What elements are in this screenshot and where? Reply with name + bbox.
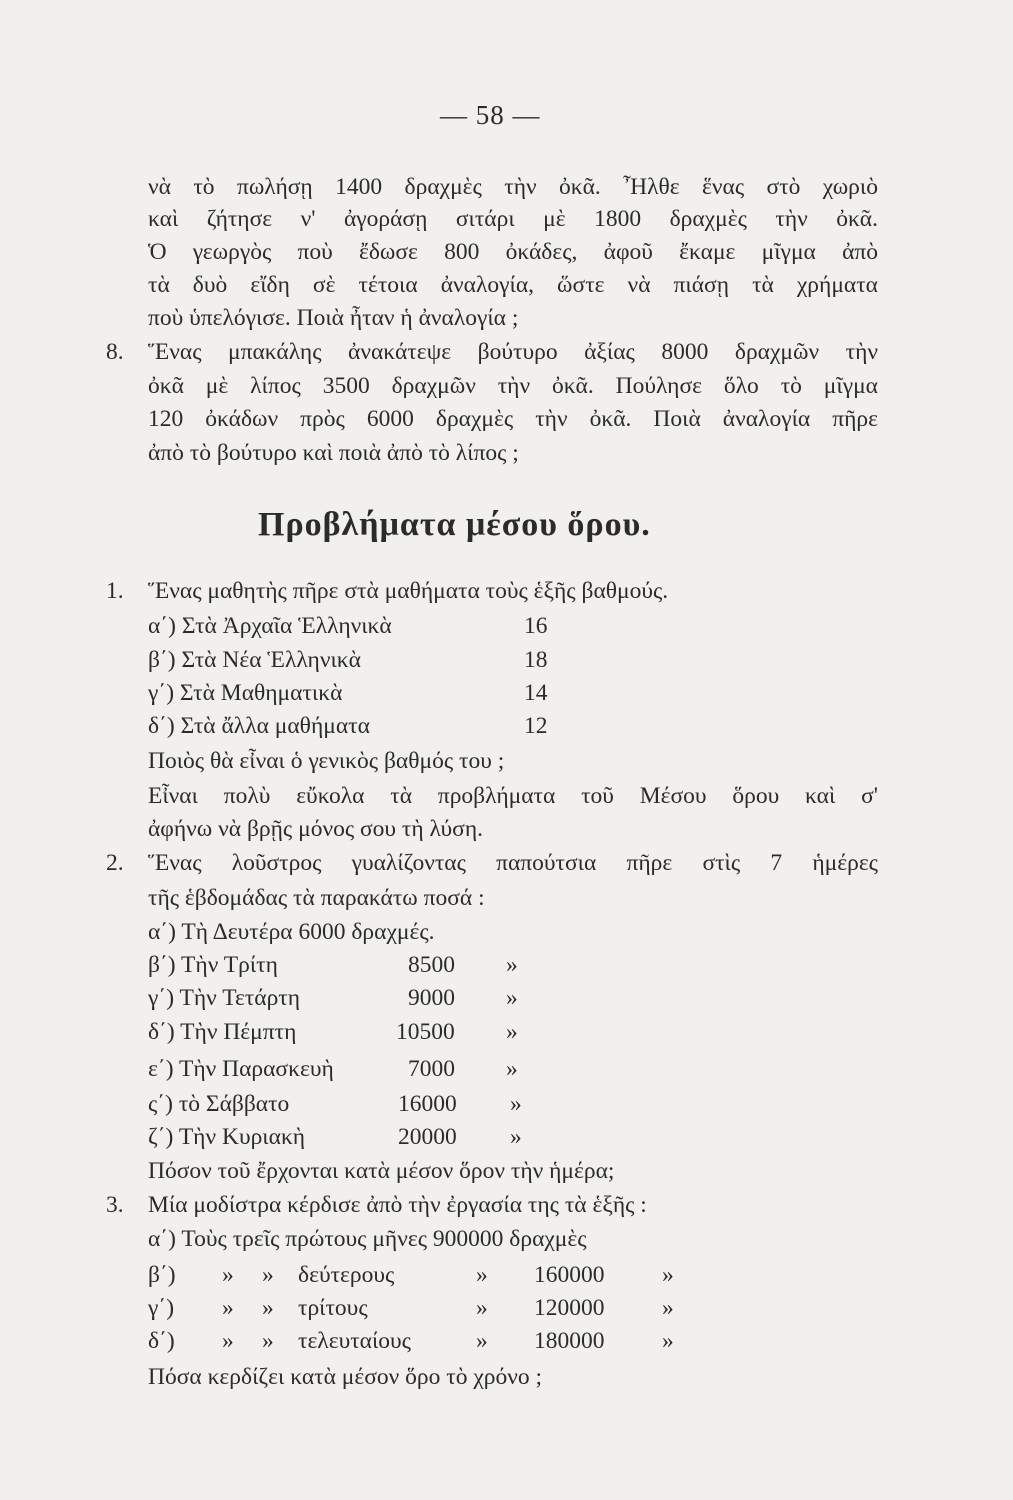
day-amount: 10500 <box>396 1019 455 1045</box>
month-amount: 160000 <box>534 1262 605 1288</box>
month-amount: 180000 <box>534 1328 605 1354</box>
ditto-mark: » <box>262 1295 274 1321</box>
problem-number: 1. <box>106 578 124 604</box>
day-label: ε΄) Τὴν Παρασκευὴ <box>148 1056 334 1082</box>
day-amount: 9000 <box>408 985 455 1011</box>
text-line: ποὺ ὑπελόγισε. Ποιὰ ἦταν ἡ ἀναλογία ; <box>148 305 519 331</box>
month-label: δ΄) <box>148 1328 175 1354</box>
grade-label: β΄) Στὰ Νέα Ἑλληνικὰ <box>148 647 361 673</box>
month-amount: 120000 <box>534 1295 605 1321</box>
ditto-mark: » <box>506 952 518 978</box>
ditto-mark: » <box>262 1262 274 1288</box>
text-line: Ἕνας λοῦστρος γυαλίζοντας παπούτσια πῆρε στὶς 7 ἡμέρες <box>148 850 878 876</box>
text-line: τῆς ἑβδομάδας τὰ παρακάτω ποσά : <box>148 885 485 911</box>
month-word: τελευταίους <box>298 1328 411 1354</box>
grade-label: γ΄) Στὰ Μαθηματικὰ <box>148 680 343 706</box>
ditto-mark: » <box>476 1262 488 1288</box>
text-line: α΄) Τοὺς τρεῖς πρώτους μῆνες 900000 δραχμὲς <box>148 1226 587 1252</box>
grade-value: 12 <box>524 713 548 739</box>
problem-number: 2. <box>106 850 124 876</box>
month-label: β΄) <box>148 1262 176 1288</box>
section-heading: Προβλήματα μέσου ὅρου. <box>258 506 651 543</box>
ditto-mark: » <box>476 1295 488 1321</box>
ditto-mark: » <box>662 1262 674 1288</box>
question: Πόσον τοῦ ἔρχονται κατὰ μέσον ὅρον τὴν ἡμέρα; <box>148 1158 615 1184</box>
page-number: — 58 — <box>440 100 541 130</box>
text-line: Μία μοδίστρα κέρδισε ἀπὸ τὴν ἐργασία της τὰ ἑξῆς : <box>148 1192 647 1218</box>
ditto-mark: » <box>662 1295 674 1321</box>
problem-number: 8. <box>106 339 124 365</box>
text-line: 120 ὀκάδων πρὸς 6000 δραχμὲς τὴν ὀκᾶ. Ποιὰ ἀναλογία πῆρε <box>148 406 878 432</box>
text-line: καὶ ζήτησε ν' ἀγοράσῃ σιτάρι μὲ 1800 δραχμὲς τὴν ὀκᾶ. <box>148 206 878 232</box>
text-line: ἀπὸ τὸ βούτυρο καὶ ποιὰ ἀπὸ τὸ λίπος ; <box>148 440 519 466</box>
problem-number: 3. <box>106 1192 124 1218</box>
day-label: ς΄) τὸ Σάββατο <box>148 1091 290 1117</box>
text-line: Εἶναι πολὺ εὔκολα τὰ προβλήματα τοῦ Μέσου ὅρου καὶ σ' <box>148 783 878 809</box>
ditto-mark: » <box>506 1056 518 1082</box>
ditto-mark: » <box>506 985 518 1011</box>
text-line: τὰ δυὸ εἴδη σὲ τέτοια ἀναλογία, ὥστε νὰ πιάσῃ τὰ χρήματα <box>148 272 878 298</box>
ditto-mark: » <box>510 1124 522 1150</box>
text-line: Ἕνας μαθητὴς πῆρε στὰ μαθήματα τοὺς ἑξῆς βαθμούς. <box>148 578 669 604</box>
text-line: ὀκᾶ μὲ λίπος 3500 δραχμῶν τὴν ὀκᾶ. Πούλησε ὅλο τὸ μῖγμα <box>148 373 878 399</box>
ditto-mark: » <box>262 1328 274 1354</box>
day-amount: 16000 <box>398 1091 457 1117</box>
ditto-mark: » <box>222 1328 234 1354</box>
grade-value: 18 <box>524 647 548 673</box>
ditto-mark: » <box>506 1019 518 1045</box>
grade-value: 16 <box>524 613 548 639</box>
month-label: γ΄) <box>148 1295 175 1321</box>
text-line: Ὁ γεωργὸς ποὺ ἔδωσε 800 ὀκάδες, ἀφοῦ ἔκαμε μῖγμα ἀπὸ <box>148 239 878 265</box>
grade-label: α΄) Στὰ Ἀρχαῖα Ἑλληνικὰ <box>148 613 392 639</box>
question: Ποιὸς θὰ εἶναι ὁ γενικὸς βαθμός του ; <box>148 748 505 774</box>
month-word: τρίτους <box>298 1295 368 1321</box>
ditto-mark: » <box>222 1262 234 1288</box>
day-amount: 20000 <box>398 1124 457 1150</box>
text-line: ἀφήνω νὰ βρῇς μόνος σου τὴ λύση. <box>148 816 483 842</box>
day-label: ζ΄) Τὴν Κυριακὴ <box>148 1124 306 1150</box>
day-label: β΄) Τὴν Τρίτη <box>148 952 278 978</box>
text-line: α΄) Τὴ Δευτέρα 6000 δραχμές. <box>148 919 435 945</box>
ditto-mark: » <box>476 1328 488 1354</box>
day-amount: 7000 <box>408 1056 455 1082</box>
ditto-mark: » <box>510 1091 522 1117</box>
grade-value: 14 <box>524 680 548 706</box>
ditto-mark: » <box>222 1295 234 1321</box>
text-line: Ἕνας μπακάλης ἀνακάτεψε βούτυρο ἀξίας 8000 δραχμῶν τὴν <box>148 339 878 365</box>
day-label: γ΄) Τὴν Τετάρτη <box>148 985 301 1011</box>
text-line: νὰ τὸ πωλήσῃ 1400 δραχμὲς τὴν ὀκᾶ. Ἦλθε ἕνας στὸ χωριὸ <box>148 174 878 200</box>
grade-label: δ΄) Στὰ ἄλλα μαθήματα <box>148 713 370 739</box>
ditto-mark: » <box>662 1328 674 1354</box>
day-label: δ΄) Τὴν Πέμπτη <box>148 1019 297 1045</box>
month-word: δεύτερους <box>298 1262 395 1288</box>
question: Πόσα κερδίζει κατὰ μέσον ὅρο τὸ χρόνο ; <box>148 1364 543 1390</box>
day-amount: 8500 <box>408 952 455 978</box>
